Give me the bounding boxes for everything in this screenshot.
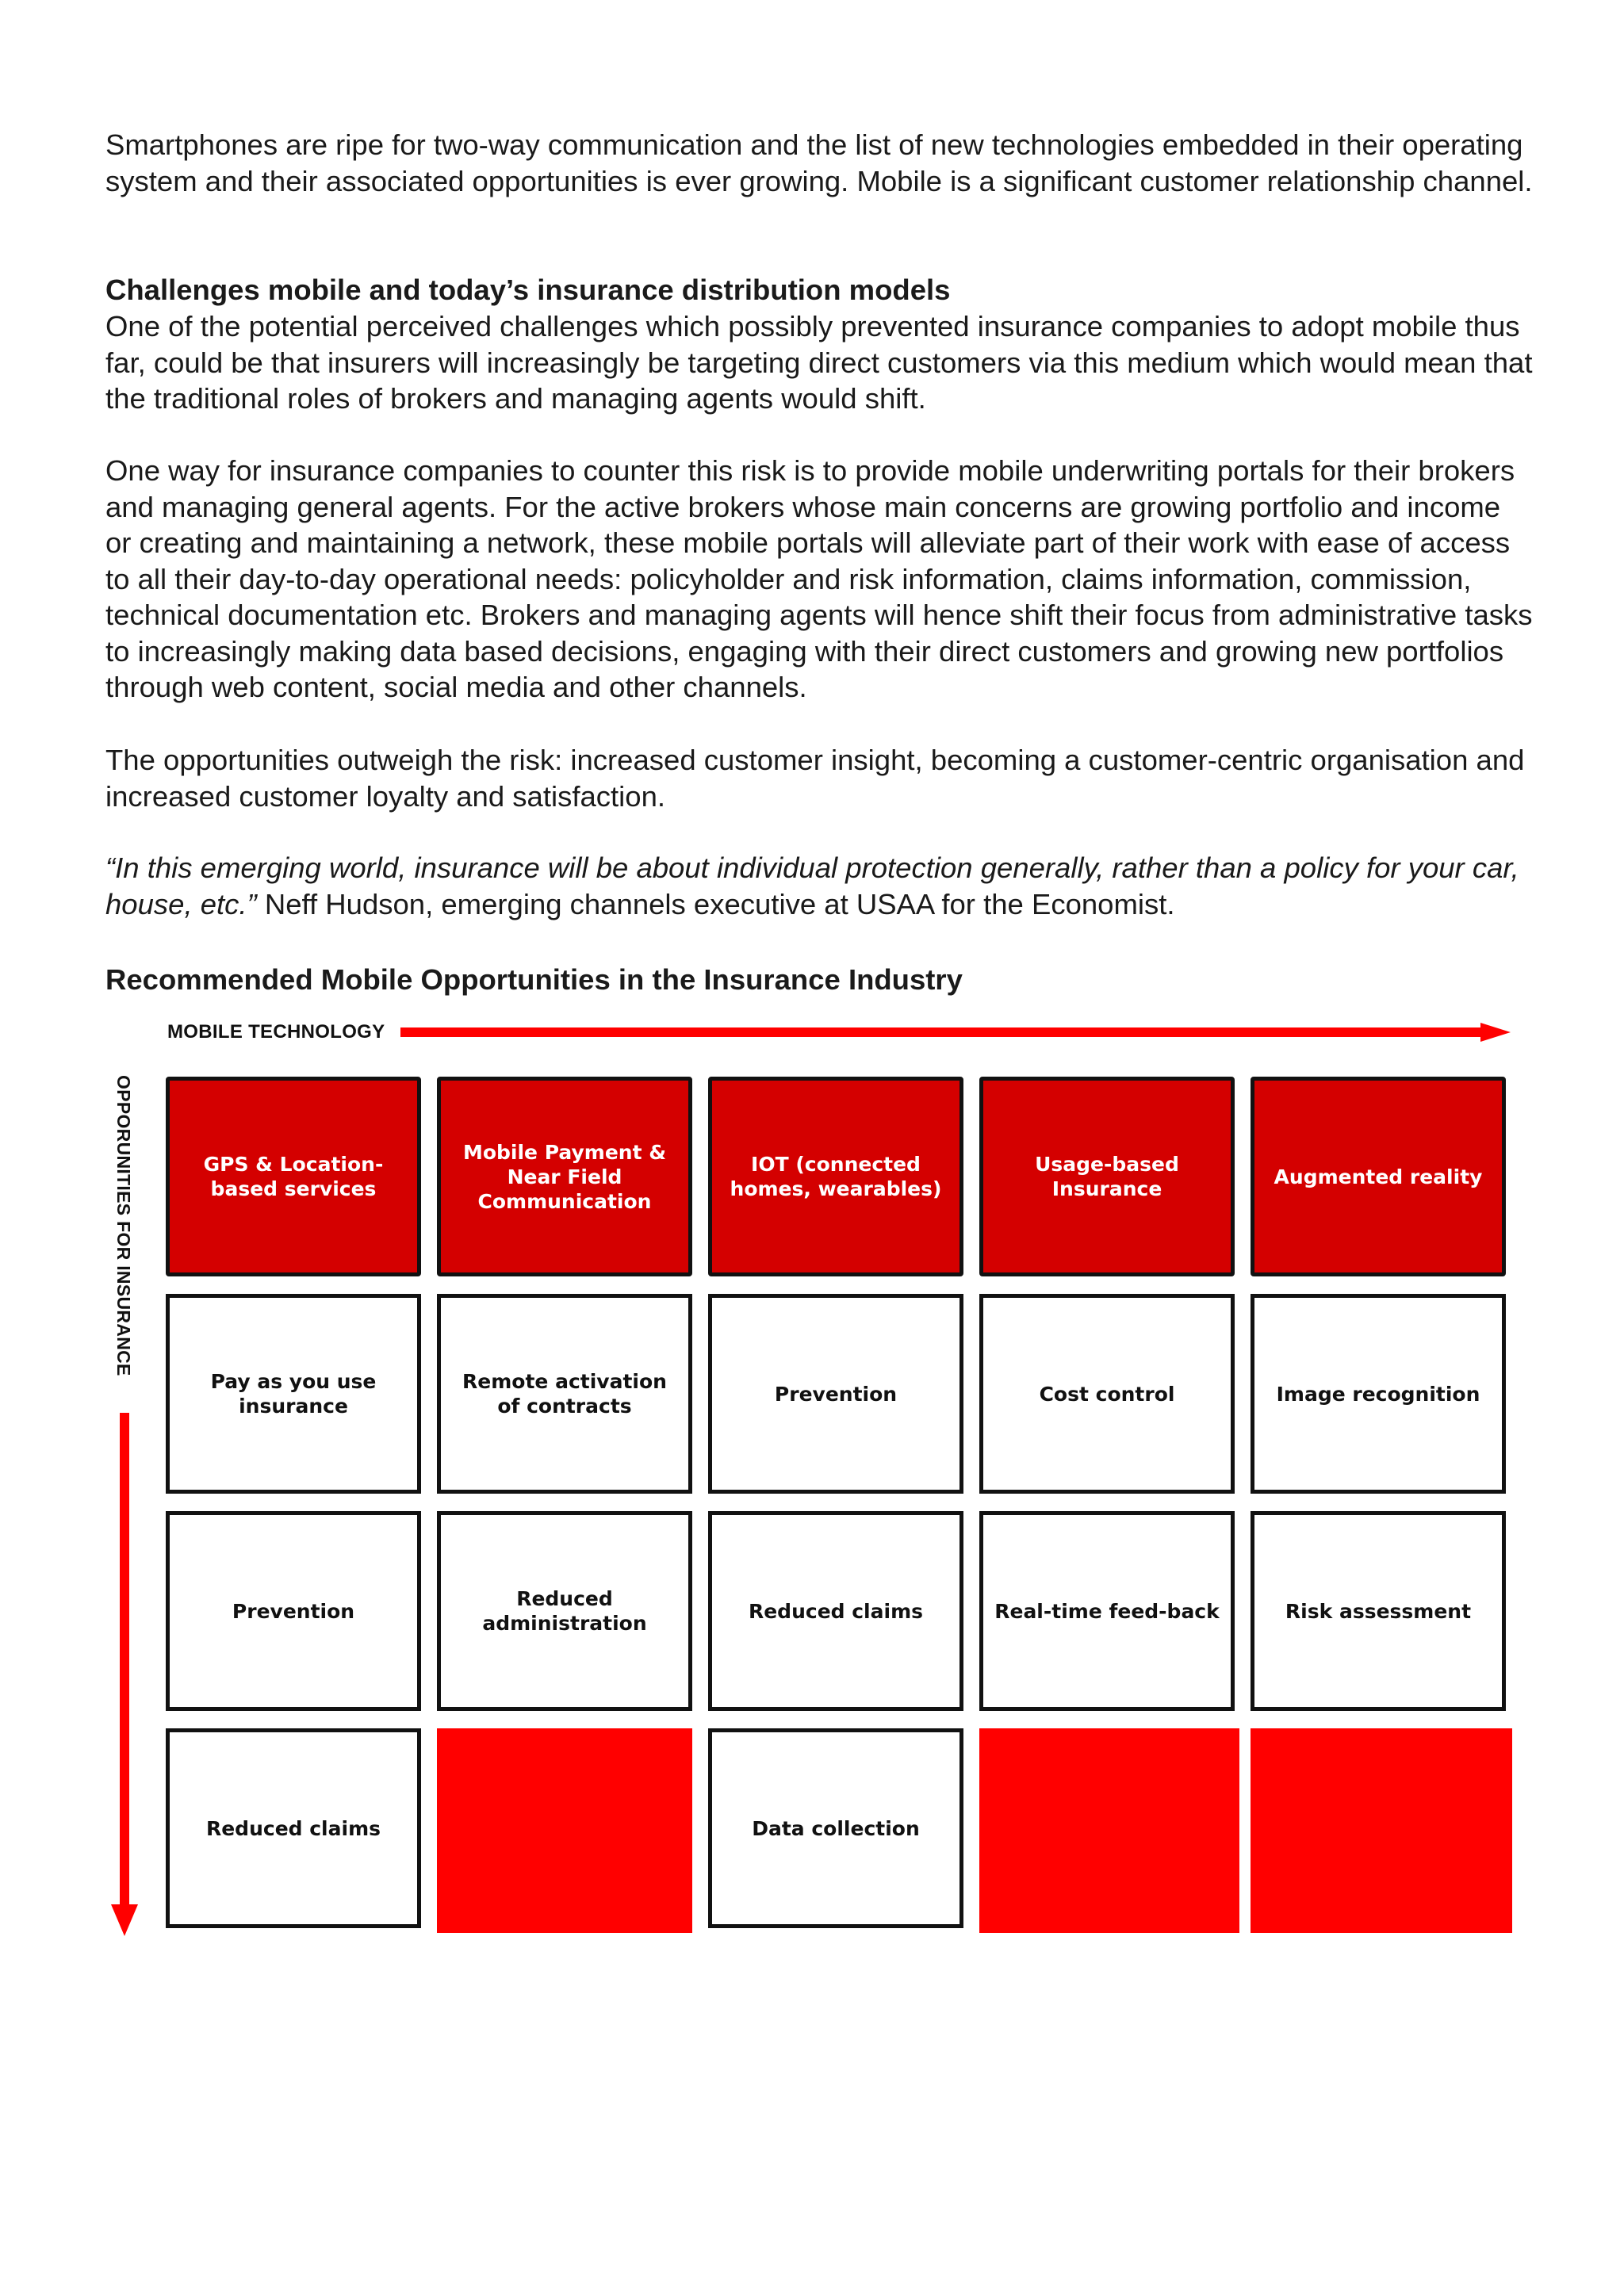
- challenges-heading: Challenges mobile and today’s insurance distribution models: [105, 274, 951, 306]
- intro-paragraph: Smartphones are ripe for two-way communication and the list of new technologies embedded in their operating system and their associated opportunities is ever growing. Mobile is a significant customer relationship channel.: [105, 128, 1533, 197]
- cell-payment-3-filled: [437, 1728, 692, 1933]
- cell-gps-3: Reduced claims: [166, 1728, 421, 1928]
- cell-iot-3: Data collection: [708, 1728, 963, 1928]
- cell-iot-1: Prevention: [708, 1294, 963, 1494]
- cell-ar-1: Image recognition: [1251, 1294, 1506, 1494]
- cell-payment-1: Remote activation of contracts: [437, 1294, 692, 1494]
- y-axis-arrow: [111, 1413, 138, 1936]
- opportunities-matrix: [166, 1077, 1512, 1933]
- cell-gps-2: Prevention: [166, 1511, 421, 1711]
- x-axis-arrow: [400, 1023, 1511, 1042]
- opportunities-paragraph: The opportunities outweigh the risk: increased customer insight, becoming a customer-centric organisation and increased customer loyalty and satisfaction.: [105, 744, 1525, 813]
- cell-usage-2: Real-time feed-back: [979, 1511, 1235, 1711]
- header-mobile-payment: Mobile Payment & Near Field Communication: [437, 1077, 692, 1276]
- challenges-paragraph: One of the potential perceived challenges which possibly prevented insurance companies to adopt mobile thus far, could be that insurers will increasingly be targeting direct customers via this medium which would mean that the traditional roles of brokers and managing agents would shift.: [105, 310, 1533, 415]
- x-axis-label: MOBILE TECHNOLOGY: [167, 1021, 385, 1043]
- header-augmented-reality: Augmented reality: [1251, 1077, 1506, 1276]
- y-axis-label: OPPORUNITIES FOR INSURANCE: [113, 1075, 134, 1376]
- quote-paragraph: [105, 850, 1533, 922]
- cell-gps-1: Pay as you use insurance: [166, 1294, 421, 1494]
- counter-risk-paragraph: One way for insurance companies to counter this risk is to provide mobile underwriting portals for their brokers and managing general agents. For the active brokers whose main concerns are growing portfolio and income or creating and maintaining a network, these mobile portals will alleviate part of their work with ease of access to all their day-to-day operational needs: policyholder and risk information, claims information, commission, technical documentation etc. Brokers and managing agents will hence shift their focus from administrative tasks to increasingly making data based decisions, engaging with their direct customers and growing new portfolios through web content, social media and other channels.: [105, 454, 1533, 703]
- quote-attribution: Neff Hudson, emerging channels executive at USAA for the Economist.: [256, 887, 1175, 920]
- cell-usage-3-filled: [979, 1728, 1239, 1933]
- cell-ar-2: Risk assessment: [1251, 1511, 1506, 1711]
- quote-text: “In this emerging world, insurance will be about individual protection generally, rather than a policy for your car, house, etc.”: [105, 851, 1519, 920]
- header-iot: IOT (connected homes, wearables): [708, 1077, 963, 1276]
- cell-usage-1: Cost control: [979, 1294, 1235, 1494]
- cell-ar-3-filled: [1251, 1728, 1512, 1933]
- cell-payment-2: Reduced administration: [437, 1511, 692, 1711]
- header-gps: GPS & Location-based services: [166, 1077, 421, 1276]
- matrix-title: Recommended Mobile Opportunities in the Insurance Industry: [105, 963, 963, 996]
- cell-iot-2: Reduced claims: [708, 1511, 963, 1711]
- header-usage-based: Usage-based Insurance: [979, 1077, 1235, 1276]
